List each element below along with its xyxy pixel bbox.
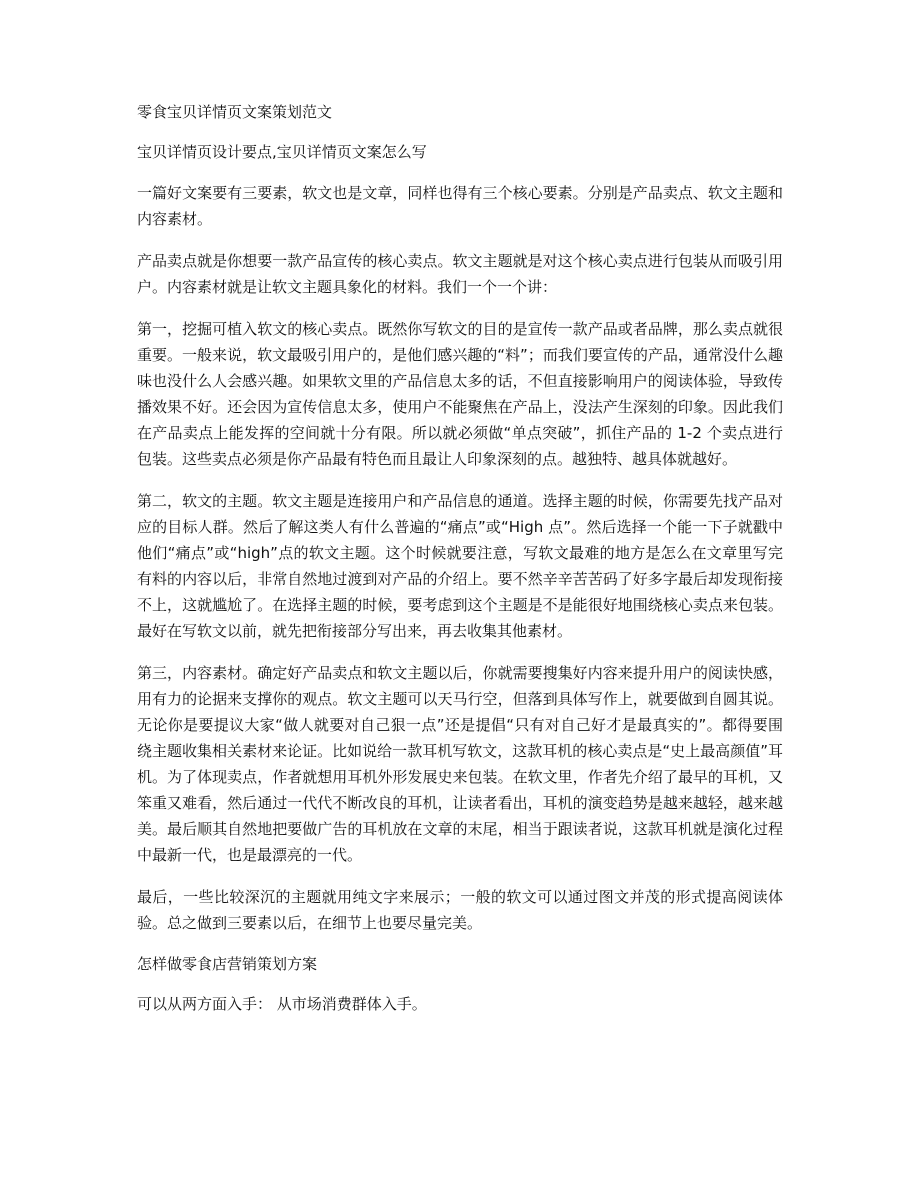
- paragraph-intro: 一篇好文案要有三要素，软文也是文章，同样也得有三个核心要素。分别是产品卖点、软文主题和内容素材。: [137, 184, 783, 228]
- document-page: [137, 100, 783, 1032]
- paragraph-second: 第二，软文的主题。软文主题是连接用户和产品信息的通道。选择主题的时候，你需要先找产品对应的目标人群。然后了解这类人有什么普遍的“痛点”或“High 点”。然后选择一个能一下子就戳中他们“痛点”或“high”点的软文主题。这个时候就要注意，写软文最难的地方是怎么在文章里写完有料的内容以后，非常自然地过渡到对产品的介绍上。要不然辛辛苦苦码了好多字最后却发现衔接不上，这就尴尬了。在选择主题的时候，要考虑到这个主题是不是能很好地围绕核心卖点来包装。最好在写软文以前，就先把衔接部分写出来，再去收集其他素材。: [137, 492, 783, 640]
- paragraph-third: 第三，内容素材。确定好产品卖点和软文主题以后，你就需要搜集好内容来提升用户的阅读快感，用有力的论据来支撑你的观点。软文主题可以天马行空，但落到具体写作上，就要做到自圆其说。无论你是要提议大家“做人就要对自己狠一点”还是提倡“只有对自己好才是最真实的”。都得要围绕主题收集相关素材来论证。比如说给一款耳机写软文，这款耳机的核心卖点是“史上最高颜值”耳机。为了体现卖点，作者就想用耳机外形发展史来包装。在软文里，作者先介绍了最早的耳机，又笨重又难看，然后通过一代代不断改良的耳机，让读者看出，耳机的演变趋势是越来越轻，越来越美。最后顺其自然地把要做广告的耳机放在文章的末尾，相当于跟读者说，这款耳机就是演化过程中最新一代，也是最漂亮的一代。: [137, 664, 783, 864]
- closing-line: 可以从两方面入手： 从市场消费群体入手。: [137, 995, 427, 1013]
- paragraph-overview: 产品卖点就是你想要一款产品宣传的核心卖点。软文主题就是对这个核心卖点进行包装从而吸引用户。内容素材就是让软文主题具象化的材料。我们一个一个讲：: [137, 252, 783, 296]
- document-subtitle: 宝贝详情页设计要点,宝贝详情页文案怎么写: [137, 143, 427, 161]
- section-heading: 怎样做零食店营销策划方案: [137, 955, 318, 973]
- paragraph-final: 最后，一些比较深沉的主题就用纯文字来展示；一般的软文可以通过图文并茂的形式提高阅读体验。总之做到三要素以后，在细节上也要尽量完美。: [137, 888, 783, 932]
- paragraph-first: 第一，挖掘可植入软文的核心卖点。既然你写软文的目的是宣传一款产品或者品牌，那么卖点就很重要。一般来说，软文最吸引用户的，是他们感兴趣的“料”；而我们要宣传的产品，通常没什么趣味也没什么人会感兴趣。如果软文里的产品信息太多的话，不但直接影响用户的阅读体验，导致传播效果不好。还会因为宣传信息太多，使用户不能聚焦在产品上，没法产生深刻的印象。因此我们在产品卖点上能发挥的空间就十分有限。所以就必须做“单点突破”，抓住产品的 1-2 个卖点进行包装。这些卖点必须是你产品最有特色而且最让人印象深刻的点。越独特、越具体就越好。: [137, 320, 783, 468]
- document-title: 零食宝贝详情页文案策划范文: [137, 103, 333, 121]
